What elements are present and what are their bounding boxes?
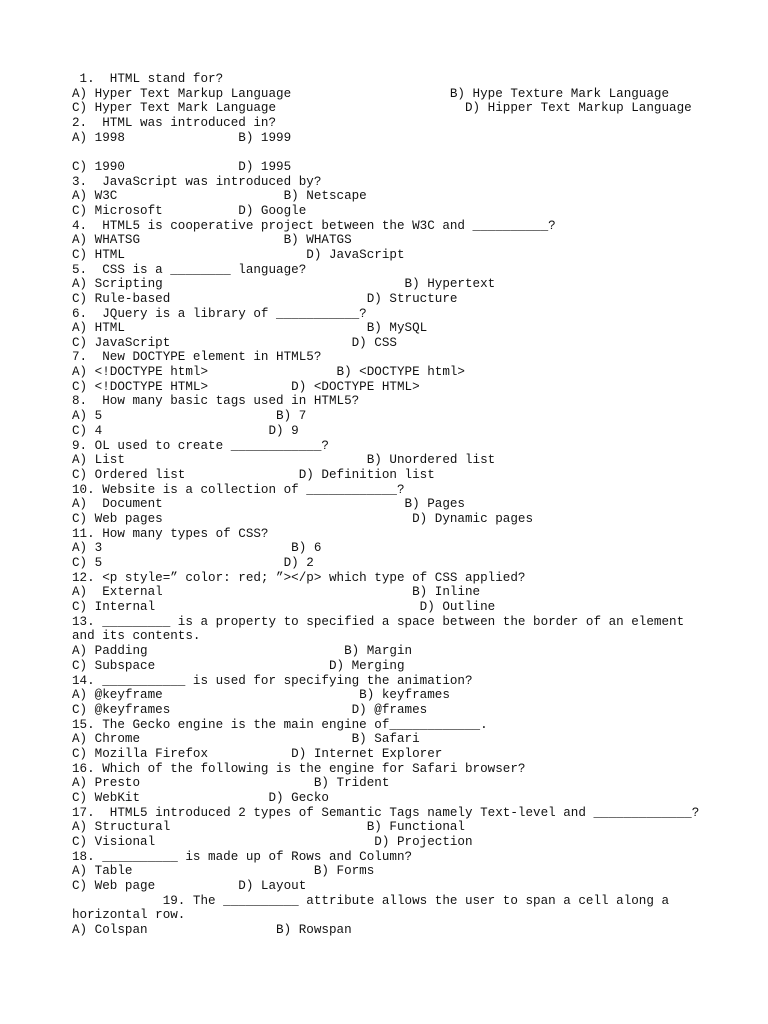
options-row: C) 5 D) 2 (72, 556, 314, 570)
question-16: 16. Which of the following is the engine for Safari browser? (72, 762, 526, 776)
options-row: C) @keyframes D) @frames (72, 703, 428, 717)
options-row: A) Chrome B) Safari (72, 732, 420, 746)
options-row: A) 3 B) 6 (72, 541, 322, 555)
question-13-continued: and its contents. (72, 629, 201, 643)
question-6: 6. JQuery is a library of ___________? (72, 307, 367, 321)
question-14: 14. ___________ is used for specifying the animation? (72, 674, 473, 688)
options-row: C) JavaScript D) CSS (72, 336, 397, 350)
options-row: A) <!DOCTYPE html> B) <DOCTYPE html> (72, 365, 465, 379)
options-row: C) Microsoft D) Google (72, 204, 307, 218)
question-19: 19. The __________ attribute allows the user to span a cell along a (72, 894, 670, 908)
options-row: C) 4 D) 9 (72, 424, 299, 438)
options-row: A) @keyframe B) keyframes (72, 688, 450, 702)
options-row: C) HTML D) JavaScript (72, 248, 405, 262)
question-2: 2. HTML was introduced in? (72, 116, 277, 130)
options-row: A) Padding B) Margin (72, 644, 413, 658)
question-11: 11. How many types of CSS? (72, 527, 269, 541)
options-row: A) List B) Unordered list (72, 453, 496, 467)
options-row: C) Hyper Text Mark Language D) Hipper Text Markup Language (72, 101, 692, 115)
options-row: A) WHATSG B) WHATGS (72, 233, 352, 247)
options-row: A) Structural B) Functional (72, 820, 465, 834)
options-row: A) 5 B) 7 (72, 409, 307, 423)
options-row: C) Web pages D) Dynamic pages (72, 512, 534, 526)
question-15: 15. The Gecko engine is the main engine of____________. (72, 718, 488, 732)
question-7: 7. New DOCTYPE element in HTML5? (72, 350, 322, 364)
options-row: C) Rule-based D) Structure (72, 292, 458, 306)
options-row: A) External B) Inline (72, 585, 481, 599)
options-row: C) Ordered list D) Definition list (72, 468, 435, 482)
options-row: A) 1998 B) 1999 (72, 131, 292, 145)
options-row: C) Mozilla Firefox D) Internet Explorer (72, 747, 443, 761)
question-5: 5. CSS is a ________ language? (72, 263, 307, 277)
options-row: A) W3C B) Netscape (72, 189, 367, 203)
options-row: C) Visional D) Projection (72, 835, 473, 849)
options-row: A) Scripting B) Hypertext (72, 277, 496, 291)
options-row: C) 1990 D) 1995 (72, 160, 292, 174)
options-row: C) <!DOCTYPE HTML> D) <DOCTYPE HTML> (72, 380, 420, 394)
options-row: C) WebKit D) Gecko (72, 791, 329, 805)
question-13: 13. _________ is a property to specified a space between the border of an element (72, 615, 685, 629)
question-19-continued: horizontal row. (72, 908, 186, 922)
options-row: A) Document B) Pages (72, 497, 465, 511)
options-row: C) Internal D) Outline (72, 600, 496, 614)
question-10: 10. Website is a collection of ____________? (72, 483, 405, 497)
options-row: C) Subspace D) Merging (72, 659, 405, 673)
options-row: A) Presto B) Trident (72, 776, 390, 790)
question-9: 9. OL used to create ____________? (72, 439, 329, 453)
options-row: A) Colspan B) Rowspan (72, 923, 352, 937)
options-row: A) Table B) Forms (72, 864, 375, 878)
question-3: 3. JavaScript was introduced by? (72, 175, 322, 189)
question-8: 8. How many basic tags used in HTML5? (72, 394, 360, 408)
question-4: 4. HTML5 is cooperative project between the W3C and __________? (72, 219, 556, 233)
question-17: 17. HTML5 introduced 2 types of Semantic Tags namely Text-level and _____________? (72, 806, 700, 820)
options-row: A) Hyper Text Markup Language B) Hype Texture Mark Language (72, 87, 670, 101)
options-row: C) Web page D) Layout (72, 879, 307, 893)
options-row: A) HTML B) MySQL (72, 321, 428, 335)
question-1: 1. HTML stand for? (72, 72, 224, 86)
question-18: 18. __________ is made up of Rows and Column? (72, 850, 413, 864)
question-12: 12. <p style=” color: red; ”></p> which type of CSS applied? (72, 571, 526, 585)
